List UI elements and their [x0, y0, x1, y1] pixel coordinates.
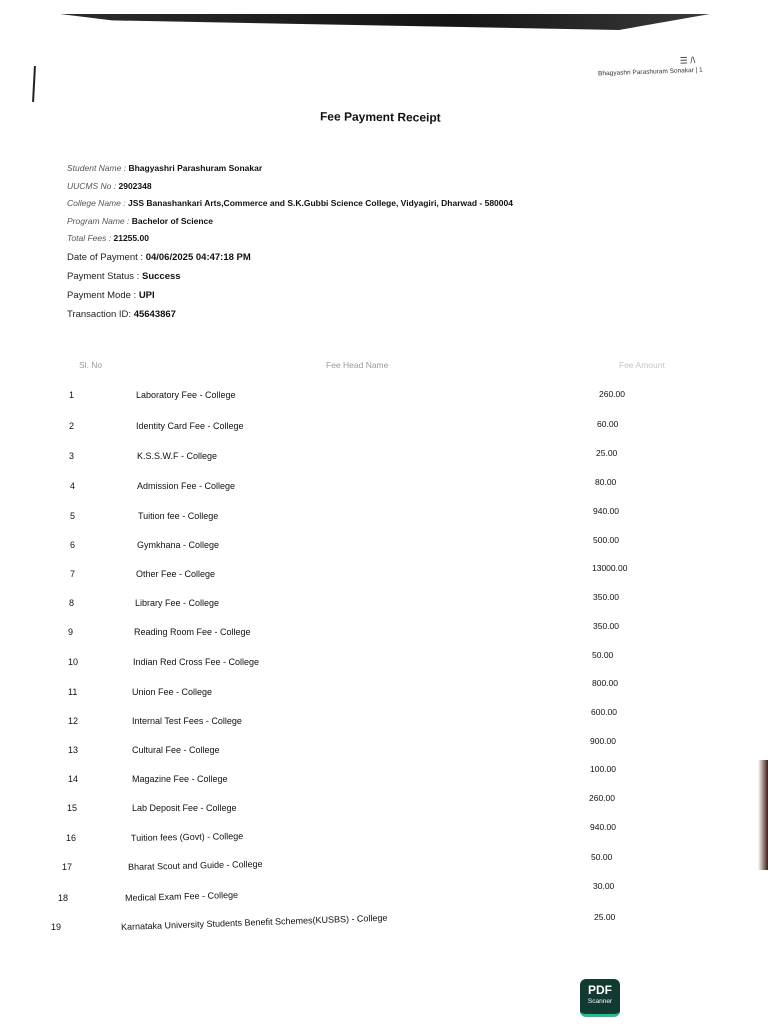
payment-mode-value: UPI: [138, 289, 155, 301]
college-value: JSS Banashankari Arts,Commerce and S.K.Gubbi Science College, Vidyagiri, Dharwad - 580004: [127, 198, 513, 208]
badge-scanner-label: Scanner: [587, 998, 613, 1005]
row-sl-no: 8: [69, 598, 75, 608]
row-fee-head-name: Magazine Fee - College: [132, 774, 228, 784]
row-fee-amount: 940.00: [593, 506, 619, 516]
row-sl-no: 7: [70, 569, 76, 579]
column-header-fee-head: Fee Head Name: [326, 360, 389, 370]
payment-date-label: Date of Payment :: [67, 251, 144, 263]
row-fee-head-name: Cultural Fee - College: [132, 745, 220, 755]
row-fee-head-name: Bharat Scout and Guide - College: [127, 858, 263, 872]
total-fees-value: 21255.00: [113, 233, 149, 243]
row-fee-head-name: Karnataka University Students Benefit Schemes(KUSBS) - College: [120, 912, 388, 932]
row-fee-amount: 260.00: [599, 389, 625, 399]
row-sl-no: 18: [58, 893, 69, 903]
row-fee-head-name: Tuition fee - College: [138, 511, 219, 521]
row-fee-amount: 100.00: [590, 764, 616, 774]
page-title: Fee Payment Receipt: [319, 109, 441, 125]
student-name-label: Student Name :: [67, 163, 127, 173]
row-sl-no: 2: [69, 421, 75, 431]
college-label: College Name :: [67, 198, 126, 208]
row-fee-amount: 940.00: [590, 822, 616, 832]
row-fee-amount: 600.00: [591, 707, 617, 717]
row-fee-amount: 900.00: [590, 736, 616, 746]
row-fee-amount: 80.00: [595, 477, 617, 487]
row-fee-amount: 13000.00: [592, 563, 628, 573]
row-fee-head-name: Reading Room Fee - College: [134, 627, 251, 637]
row-sl-no: 14: [68, 774, 79, 784]
row-fee-amount: 800.00: [592, 678, 618, 688]
row-sl-no: 4: [70, 481, 76, 491]
program-label: Program Name :: [67, 215, 130, 226]
row-fee-amount: 30.00: [593, 881, 615, 891]
row-fee-head-name: Medical Exam Fee - College: [124, 889, 239, 903]
row-sl-no: 1: [69, 390, 75, 400]
row-fee-head-name: Identity Card Fee - College: [136, 421, 244, 431]
row-fee-amount: 25.00: [596, 448, 618, 458]
transaction-id-value: 45643867: [133, 308, 176, 320]
row-sl-no: 11: [68, 687, 78, 697]
row-sl-no: 6: [70, 540, 76, 550]
row-fee-head-name: Tuition fees (Govt) - College: [130, 831, 244, 843]
row-fee-head-name: Admission Fee - College: [137, 481, 236, 491]
row-sl-no: 13: [68, 745, 79, 755]
payment-mode-label: Payment Mode :: [67, 289, 137, 301]
row-fee-head-name: Laboratory Fee - College: [136, 390, 236, 400]
program-value: Bachelor of Science: [131, 215, 213, 226]
row-sl-no: 19: [51, 922, 62, 932]
row-fee-head-name: Other Fee - College: [136, 569, 216, 579]
payment-status-value: Success: [141, 270, 181, 282]
column-header-fee-amount: Fee Amount: [619, 360, 665, 370]
transaction-id-label: Transaction ID:: [67, 308, 132, 320]
row-fee-amount: 350.00: [593, 592, 619, 602]
row-fee-head-name: Lab Deposit Fee - College: [132, 803, 237, 813]
uucms-value: 2902348: [118, 180, 152, 191]
student-name-value: Bhagyashri Parashuram Sonakar: [128, 163, 263, 173]
row-fee-amount: 25.00: [594, 912, 616, 922]
row-sl-no: 15: [67, 803, 78, 813]
row-fee-head-name: Library Fee - College: [135, 598, 220, 608]
row-sl-no: 12: [68, 716, 79, 726]
row-sl-no: 17: [62, 862, 73, 872]
pdf-scanner-badge: [580, 979, 620, 1017]
header-student-name: Bhagyashri Parashuram Sonakar | 1: [598, 66, 703, 78]
uucms-label: UUCMS No :: [67, 180, 117, 191]
badge-pdf-label: PDF: [588, 983, 612, 997]
row-fee-amount: 60.00: [597, 419, 619, 429]
row-fee-amount: 50.00: [591, 852, 613, 862]
row-fee-head-name: Gymkhana - College: [137, 540, 220, 550]
payment-date-value: 04/06/2025 04:47:18 PM: [145, 251, 251, 263]
row-fee-head-name: Union Fee - College: [132, 687, 213, 697]
menu-icon: ☰ /\: [679, 55, 696, 66]
total-fees-label: Total Fees :: [67, 233, 112, 243]
row-fee-amount: 350.00: [593, 621, 619, 631]
row-fee-amount: 500.00: [593, 535, 619, 545]
row-fee-head-name: Indian Red Cross Fee - College: [133, 657, 260, 667]
row-fee-amount: 50.00: [592, 650, 614, 660]
row-fee-head-name: Internal Test Fees - College: [132, 716, 242, 726]
row-sl-no: 9: [68, 627, 74, 637]
column-header-sl-no: Sl. No: [79, 360, 103, 370]
row-fee-amount: 260.00: [589, 793, 615, 803]
row-sl-no: 10: [68, 657, 79, 667]
row-sl-no: 16: [66, 833, 77, 843]
row-fee-head-name: K.S.S.W.F - College: [137, 451, 218, 461]
payment-status-label: Payment Status :: [67, 270, 140, 282]
row-sl-no: 5: [70, 511, 76, 521]
row-sl-no: 3: [69, 451, 75, 461]
